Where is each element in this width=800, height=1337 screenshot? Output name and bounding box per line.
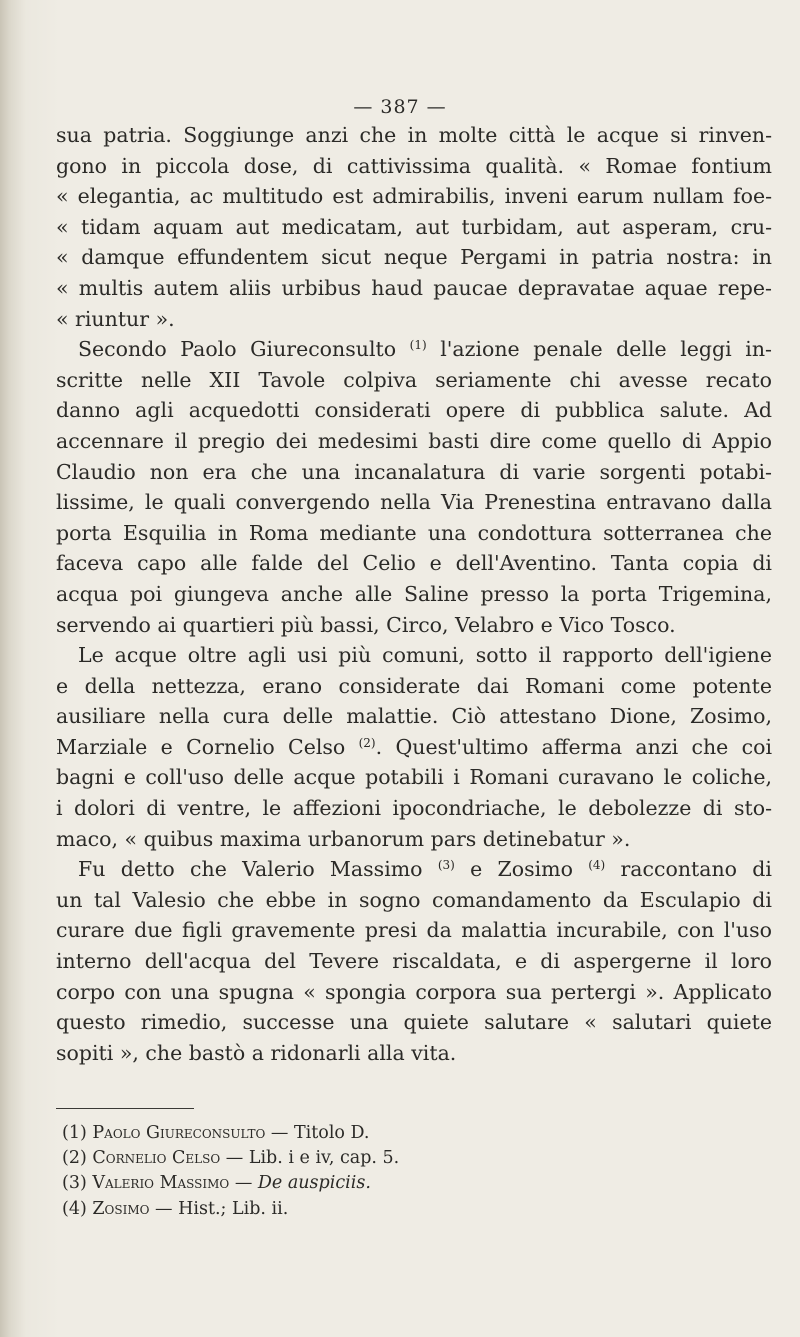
text-line [56, 304, 772, 335]
line-text: Marziale e Cornelio Celso [56, 734, 346, 759]
line-text: sua patria. Soggiunge anzi che in molte città le acque si rinven- [56, 123, 772, 147]
text-line [56, 793, 772, 824]
text-line [56, 426, 772, 457]
line-text: curare due figli gravemente presi da malattia incurabile, con l'uso [56, 918, 772, 943]
page-number: — 387 — [353, 96, 447, 118]
footnote-separator: — [265, 1123, 294, 1143]
text-line [56, 365, 772, 396]
text-line [56, 732, 772, 763]
footnote-ref: (4) [588, 858, 606, 873]
line-text: raccontano di [605, 857, 772, 882]
line-text: porta Esquilia in Roma mediante una condottura sotterranea che [56, 520, 772, 545]
line-text: « tidam aquam aut medicatam, aut turbidam, aut asperam, cru- [56, 214, 772, 239]
footnote-work: Lib. i e iv, cap. 5. [248, 1148, 400, 1169]
text-line [56, 762, 772, 793]
text-line [56, 854, 772, 885]
text-line [56, 334, 772, 365]
footnote-number: (1) [62, 1123, 87, 1143]
footnote-author: Valerio Massimo [92, 1173, 230, 1194]
line-text: danno agli acquedotti considerati opere di pubblica salute. Ad [56, 398, 772, 423]
line-text: . Quest'ultimo afferma anzi che coi [375, 734, 773, 759]
footnote-separator: — [229, 1173, 258, 1194]
text-line [56, 120, 772, 151]
text-line [56, 181, 772, 212]
footnote-item [62, 1171, 762, 1196]
line-text: sopiti », che bastò a ridonarli alla vita. [56, 1040, 457, 1065]
text-line [56, 395, 772, 426]
footnote-divider [56, 1108, 194, 1109]
line-text: corpo con una spugna « spongia corpora sua pertergi ». Applicato [56, 979, 772, 1004]
text-line [56, 885, 772, 916]
text-line [56, 671, 772, 702]
text-line [56, 640, 772, 671]
text-line [56, 457, 772, 488]
line-text: Le acque oltre agli usi più comuni, sotto il rapporto dell'igiene [78, 643, 772, 668]
footnote-work: Hist.; Lib. ii. [178, 1198, 289, 1219]
line-text: servendo ai quartieri più bassi, Circo, Velabro e Vico Tosco. [56, 612, 676, 637]
text-line [56, 946, 772, 977]
line-text: « multis autem aliis urbibus haud paucae depravatae aquae repe- [56, 275, 772, 300]
footnote-work: Titolo D. [293, 1123, 370, 1143]
line-text: un tal Valesio che ebbe in sogno comandamento da Esculapio di [56, 887, 772, 912]
text-line [56, 518, 772, 549]
footnote-number: (4) [62, 1198, 87, 1219]
text-line [56, 212, 772, 243]
footnote-ref: (1) [409, 338, 427, 353]
line-text: acqua poi giungeva anche alle Saline presso la porta Trigemina, [56, 581, 772, 606]
text-line [56, 1007, 772, 1038]
line-text: faceva capo alle falde del Celio e dell'Aventino. Tanta copia di [56, 551, 772, 576]
footnote-author: Paolo Giureconsulto [92, 1123, 266, 1143]
text-line [56, 915, 772, 946]
line-text: i dolori di ventre, le affezioni ipocondriache, le debolezze di sto- [56, 796, 772, 821]
footnote-item [62, 1121, 762, 1146]
line-text: lissime, le quali convergendo nella Via Prenestina entravano dalla [56, 490, 772, 515]
line-text: « riuntur ». [56, 306, 175, 331]
footnote-separator: — [149, 1198, 179, 1219]
text-line [56, 487, 772, 518]
line-text: « elegantia, ac multitudo est admirabilis, inveni earum nullam foe- [56, 184, 772, 209]
body-text [56, 120, 772, 1068]
footnote-ref: (3) [437, 858, 455, 873]
footnote-separator: — [220, 1148, 249, 1169]
text-line [56, 548, 772, 579]
line-text: l'azione penale delle leggi in- [426, 337, 772, 362]
footnote-ref: (2) [358, 735, 376, 750]
text-line [56, 273, 772, 304]
text-line [56, 610, 772, 641]
footnotes [62, 1121, 762, 1222]
text-line [56, 701, 772, 732]
text-line [56, 579, 772, 610]
footnote-item [62, 1146, 762, 1171]
footnote-author: Cornelio Celso [92, 1148, 221, 1169]
line-text: e Zosimo [454, 857, 573, 882]
text-line [56, 824, 772, 855]
line-text: Claudio non era che una incanalatura di varie sorgenti potabi- [56, 459, 772, 484]
footnote-item [62, 1197, 762, 1222]
text-line [56, 977, 772, 1008]
line-text: questo rimedio, successe una quiete salutare « salutari quiete [56, 1010, 772, 1035]
line-text: maco, « quibus maxima urbanorum pars detinebatur ». [56, 826, 631, 851]
footnote-author: Zosimo [92, 1198, 150, 1219]
text-line [56, 242, 772, 273]
line-text: e della nettezza, erano considerate dai Romani come potente [56, 673, 772, 698]
text-line [56, 151, 772, 182]
footnote-number: (3) [62, 1173, 87, 1194]
footnote-number: (2) [62, 1148, 87, 1169]
line-text: accennare il pregio dei medesimi basti dire come quello di Appio [56, 428, 772, 453]
footnote-work: De auspiciis. [257, 1173, 371, 1194]
line-text: Secondo Paolo Giureconsulto [78, 337, 397, 362]
line-text: ausiliare nella cura delle malattie. Ciò attestano Dione, Zosimo, [56, 704, 772, 729]
line-text: Fu detto che Valerio Massimo [78, 857, 423, 882]
line-text: « damque effundentem sicut neque Pergami in patria nostra: in [56, 245, 772, 270]
line-text: bagni e coll'uso delle acque potabili i Romani curavano le coliche, [56, 765, 772, 790]
line-text: gono in piccola dose, di cattivissima qualità. « Romae fontium [56, 153, 772, 178]
line-text: interno dell'acqua del Tevere riscaldata, e di aspergerne il loro [56, 949, 772, 974]
line-text: scritte nelle XII Tavole colpiva seriamente chi avesse recato [56, 367, 772, 392]
text-line [56, 1038, 772, 1069]
